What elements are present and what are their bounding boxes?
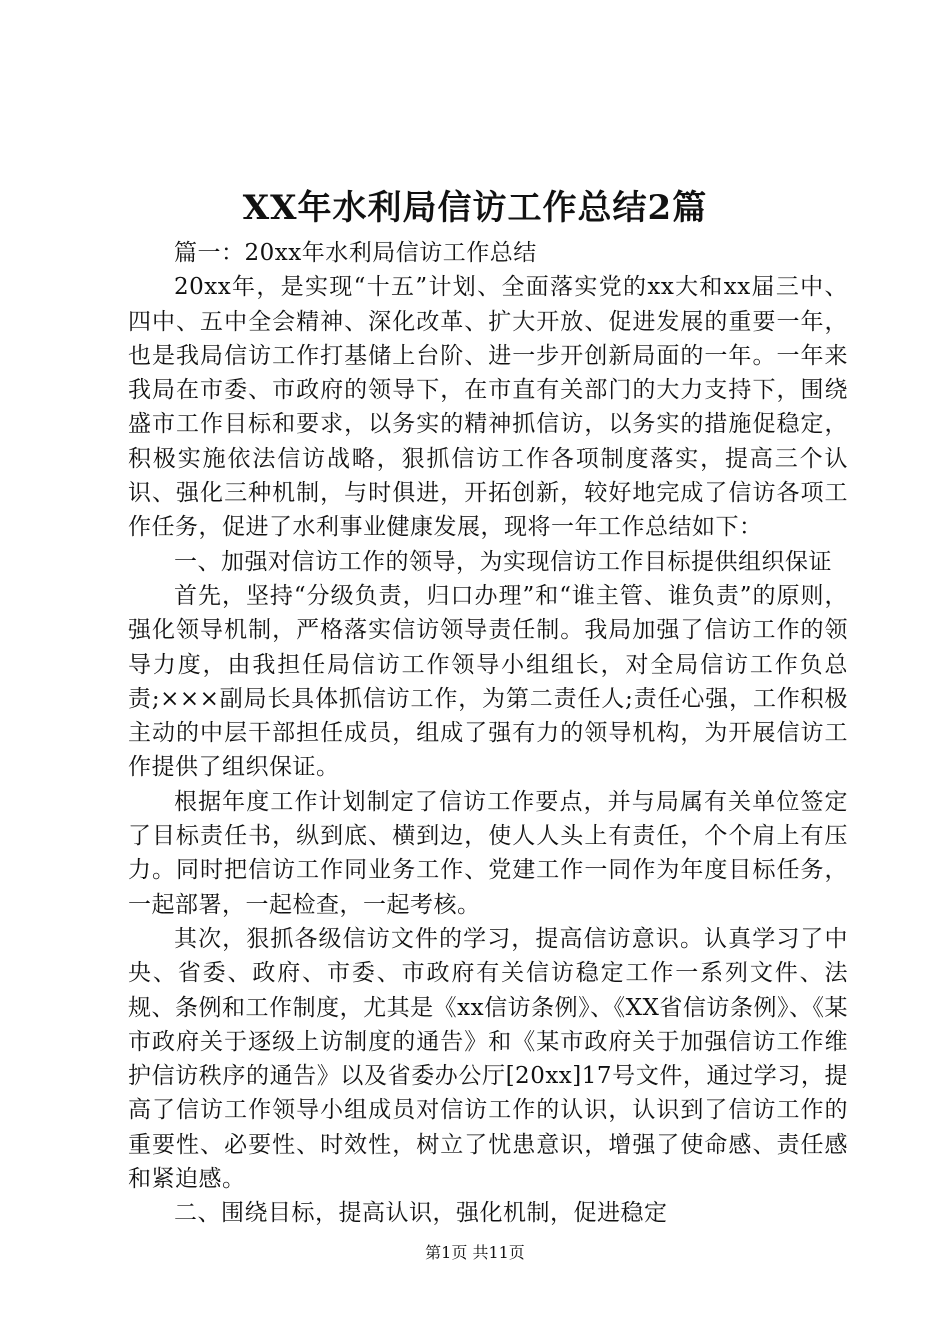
body-paragraph: 根据年度工作计划制定了信访工作要点，并与局属有关单位签定了目标责任书，纵到底、横到边，使人人头上有责任，个个肩上有压力。同时把信访工作同业务工作、党建工作一同作为年度目标任务，一起部署，一起检查，一起考核。: [128, 788, 848, 918]
section-heading: 篇一：20xx年水利局信访工作总结: [174, 240, 537, 266]
body-paragraph: 20xx年，是实现“十五”计划、全面落实党的xx大和xx届三中、四中、五中全会精神、深化改革、扩大开放、促进发展的重要一年，也是我局信访工作打基储上台阶、进一步开创新局面的一年。一年来我局在市委、市政府的领导下，在市直有关部门的大力支持下，围绕盛市工作目标和要求，以务实的精神抓信访，以务实的措施促稳定，积极实施依法信访战略，狠抓信访工作各项制度落实，提高三个认识、强化三种机制，与时俱进，开拓创新，较好地完成了信访各项工作任务，促进了水利事业健康发展，现将一年工作总结如下：: [128, 274, 848, 541]
body-paragraph: 首先，坚持“分级负责，归口办理”和“谁主管、谁负责”的原则，强化领导机制，严格落实信访领导责任制。我局加强了信访工作的领导力度，由我担任局信访工作领导小组组长，对全局信访工作负总责;×××副局长具体抓信访工作，为第二责任人;责任心强，工作积极主动的中层干部担任成员，组成了强有力的领导机构，为开展信访工作提供了组织保证。: [128, 582, 848, 781]
section-heading: 二、围绕目标，提高认识，强化机制，促进稳定: [174, 1200, 668, 1227]
section-heading: 一、加强对信访工作的领导，为实现信访工作目标提供组织保证: [174, 548, 832, 575]
page-number: 第1页 共11页: [425, 1243, 525, 1262]
document-body: [128, 236, 848, 1231]
body-paragraph: 其次，狠抓各级信访文件的学习，提高信访意识。认真学习了中央、省委、政府、市委、市政府有关信访稳定工作一系列文件、法规、条例和工作制度，尤其是《xx信访条例》、《XX省信访条例》、《某市政府关于逐级上访制度的通告》和《某市政府关于加强信访工作维护信访秩序的通告》以及省委办公厅[20xx]17号文件，通过学习，提高了信访工作领导小组成员对信访工作的认识，认识到了信访工作的重要性、必要性、时效性，树立了忧患意识，增强了使命感、责任感和紧迫感。: [128, 925, 848, 1193]
document-title: XX年水利局信访工作总结2篇: [242, 188, 708, 228]
